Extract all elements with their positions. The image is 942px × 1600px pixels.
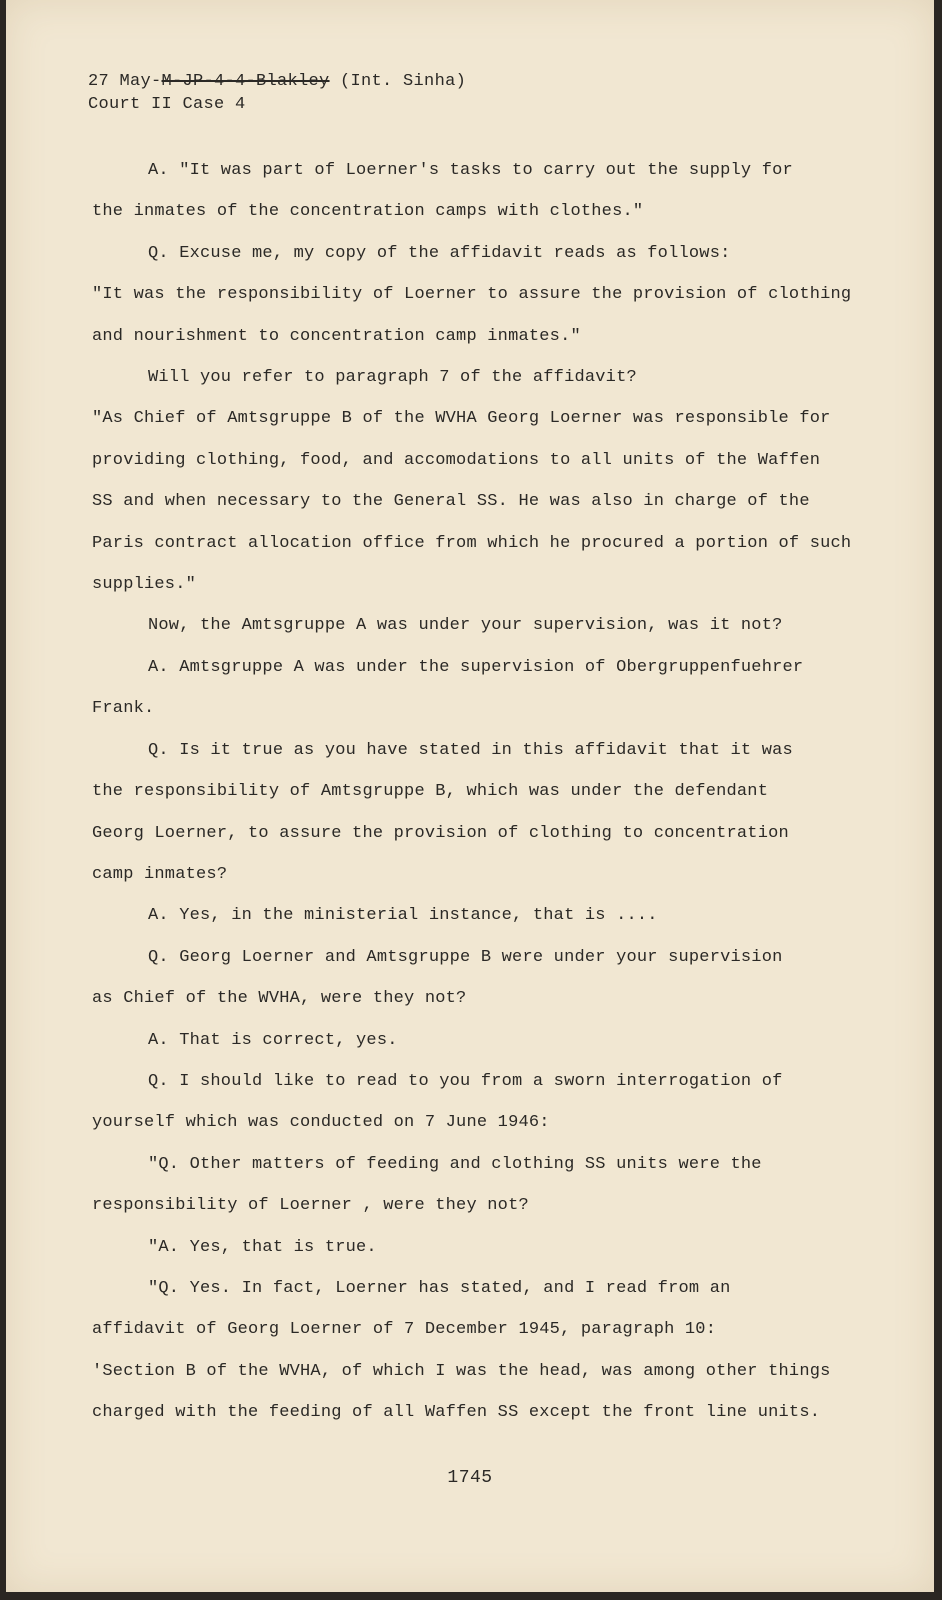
document-header <box>88 70 466 116</box>
transcript-line: "As Chief of Amtsgruppe B of the WVHA Georg Loerner was responsible for <box>92 409 831 429</box>
transcript-line: Will you refer to paragraph 7 of the affidavit? <box>148 368 637 388</box>
transcript-line: supplies." <box>92 575 197 595</box>
transcript-line: Q. I should like to read to you from a sworn interrogation of <box>148 1071 783 1091</box>
transcript-line: Frank. <box>92 699 155 719</box>
transcript-line: Now, the Amtsgruppe A was under your supervision, was it not? <box>148 616 783 636</box>
transcript-line: Q. Is it true as you have stated in this affidavit that it was <box>148 740 793 760</box>
header-date: 27 May- <box>88 72 162 91</box>
transcript-line: A. That is correct, yes. <box>148 1030 398 1050</box>
transcript-line: yourself which was conducted on 7 June 1946: <box>92 1113 550 1133</box>
header-court-case: Court II Case 4 <box>88 95 246 114</box>
transcript-line: "Q. Yes. In fact, Loerner has stated, and I read from an <box>148 1278 731 1298</box>
transcript-line: the inmates of the concentration camps with clothes." <box>92 202 644 222</box>
transcript-line: the responsibility of Amtsgruppe B, which was under the defendant <box>92 782 769 802</box>
transcript-line: A. Yes, in the ministerial instance, that is .... <box>148 906 658 926</box>
transcript-line: "It was the responsibility of Loerner to assure the provision of clothing <box>92 285 852 305</box>
transcript-line: camp inmates? <box>92 864 228 884</box>
transcript-line: Q. Excuse me, my copy of the affidavit reads as follows: <box>148 243 731 263</box>
transcript-line: Q. Georg Loerner and Amtsgruppe B were under your supervision <box>148 947 783 967</box>
transcript-line: "A. Yes, that is true. <box>148 1237 377 1257</box>
transcript-line: "Q. Other matters of feeding and clothing SS units were the <box>148 1154 762 1174</box>
header-interpreter: (Int. Sinha) <box>329 72 467 91</box>
transcript-line: affidavit of Georg Loerner of 7 December 1945, paragraph 10: <box>92 1320 717 1340</box>
transcript-line: Paris contract allocation office from which he procured a portion of such <box>92 533 852 553</box>
transcript-body <box>92 150 882 1434</box>
transcript-line: Georg Loerner, to assure the provision of clothing to concentration <box>92 823 789 843</box>
transcript-line: A. "It was part of Loerner's tasks to carry out the supply for <box>148 161 793 180</box>
document-page <box>6 0 934 1592</box>
transcript-line: responsibility of Loerner , were they not? <box>92 1196 529 1216</box>
page-number: 1745 <box>447 1468 493 1488</box>
transcript-line: as Chief of the WVHA, were they not? <box>92 989 467 1009</box>
transcript-line: SS and when necessary to the General SS. He was also in charge of the <box>92 492 810 512</box>
header-line-1 <box>88 70 466 93</box>
transcript-line: and nourishment to concentration camp inmates." <box>92 326 581 346</box>
transcript-line: 'Section B of the WVHA, of which I was the head, was among other things <box>92 1361 831 1381</box>
header-struck-text: M-JP-4-4-Blakley <box>161 72 330 91</box>
transcript-line: A. Amtsgruppe A was under the supervision of Obergruppenfuehrer <box>148 657 804 677</box>
transcript-line: providing clothing, food, and accomodations to all units of the Waffen <box>92 450 821 470</box>
transcript-line: charged with the feeding of all Waffen SS except the front line units. <box>92 1403 821 1423</box>
